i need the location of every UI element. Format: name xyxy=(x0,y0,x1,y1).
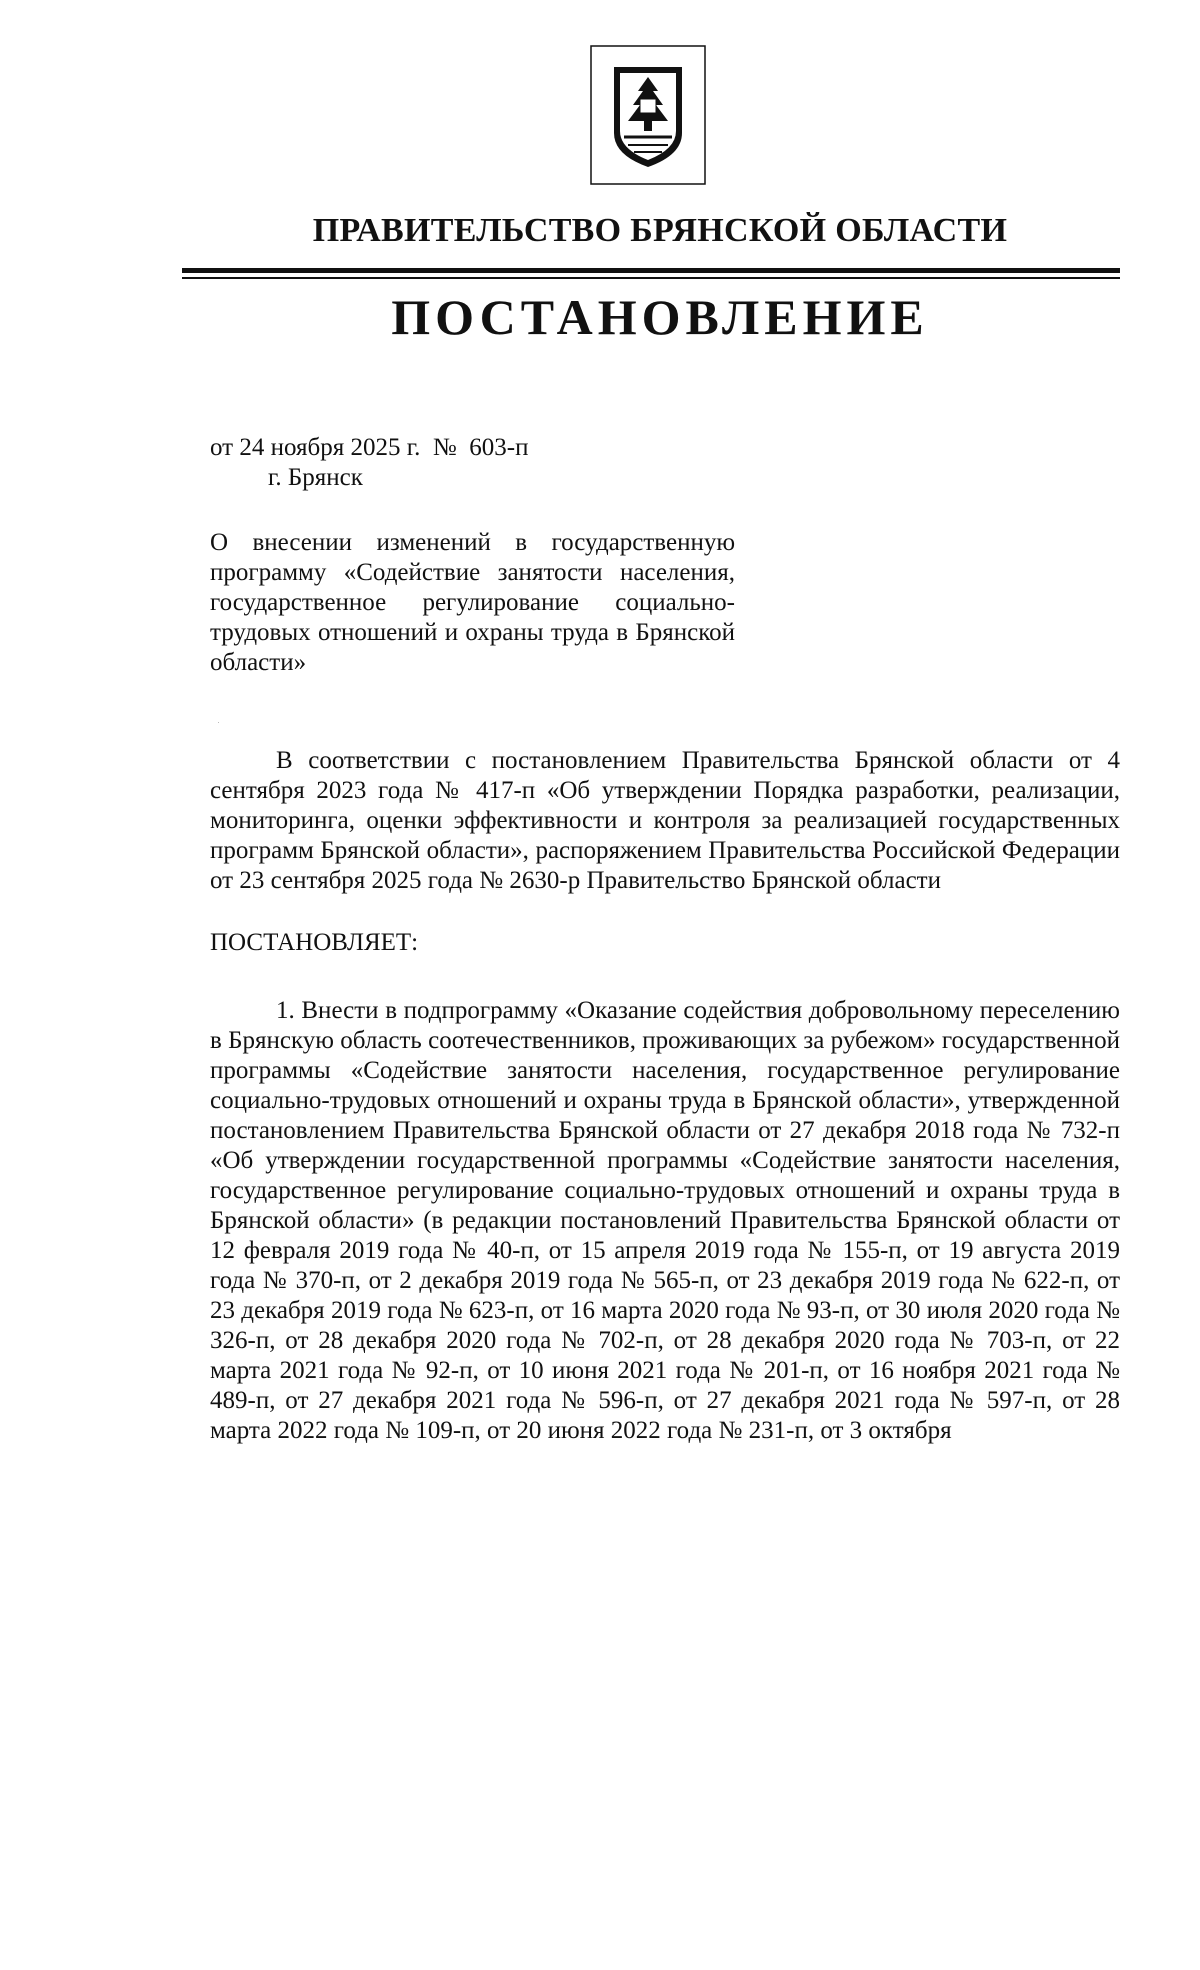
header-divider-thick xyxy=(182,268,1120,273)
document-meta xyxy=(210,433,528,493)
city: г. Брянск xyxy=(268,464,363,491)
scan-artifact xyxy=(218,722,219,723)
clause-1-paragraph: 1. Внести в подпрограмму «Оказание содействия добровольному переселению в Брянскую область соотечественников, проживающих за рубежом» государственной программы «Содействие занятости населения, государственное регулирование социально-трудовых отношений и охраны труда в Брянской области», утвержденной постановлением Правительства Брянской области от 27 декабря 2018 года № 732-п «Об утверждении государственной программы «Содействие занятости населения, государственное регулирование социально-трудовых отношений и охраны труда в Брянской области» (в редакции постановлений Правительства Брянской области от 12 февраля 2019 года № 40-п, от 15 апреля 2019 года № 155-п, от 19 августа 2019 года № 370-п, от 2 декабря 2019 года № 565-п, от 23 декабря 2019 года № 622-п, от 23 декабря 2019 года № 623-п, от 16 марта 2020 года № 93-п, от 30 июля 2020 года № 326-п, от 28 декабря 2020 года № 702-п, от 28 декабря 2020 года № 703-п, от 22 марта 2021 года № 92-п, от 10 июня 2021 года № 201-п, от 16 ноября 2021 года № 489-п, от 27 декабря 2021 года № 596-п, от 27 декабря 2021 года № 597-п, от 28 марта 2022 года № 109-п, от 20 июня 2022 года № 231-п, от 3 октября xyxy=(210,997,1120,1444)
date-and-number: от 24 ноября 2025 г. № 603-п xyxy=(210,434,529,461)
header-divider-thin xyxy=(182,277,1120,279)
document-type-title: ПОСТАНОВЛЕНИЕ xyxy=(391,289,929,345)
bryansk-region-coat-of-arms-icon xyxy=(590,45,706,185)
preamble-paragraph: В соответствии с постановлением Правительства Брянской области от 4 сентября 2023 года № 417-п «Об утверждении Порядка разработки, реализации, мониторинга, оценки эффективности и контроля за реализацией государственных программ Брянской области», распоряжением Правительства Российской Федерации от 23 сентября 2025 года № 2630-р Правительство Брянской области xyxy=(210,747,1120,894)
resolves-heading: ПОСТАНОВЛЯЕТ: xyxy=(210,929,419,956)
organization-title: ПРАВИТЕЛЬСТВО БРЯНСКОЙ ОБЛАСТИ xyxy=(312,212,1008,249)
document-subject: О внесении изменений в государственную программу «Содействие занятости населения, государственное регулирование социально-трудовых отношений и охраны труда в Брянской области» xyxy=(210,529,735,676)
